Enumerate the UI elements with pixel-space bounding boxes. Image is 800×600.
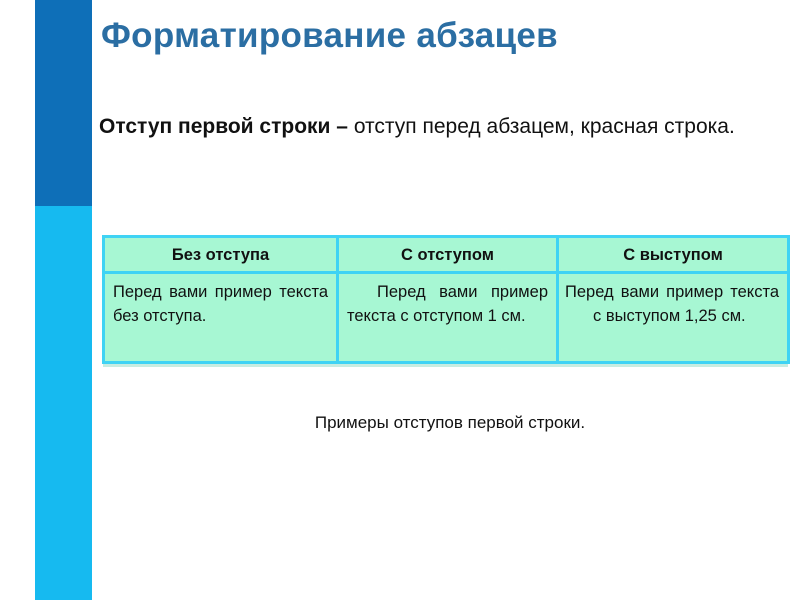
definition-term: Отступ первой строки – xyxy=(99,115,348,138)
header-indent: С отступом xyxy=(338,237,558,273)
definition-text: отступ перед абзацем, красная строка. xyxy=(347,115,735,138)
cell-indent-example: Перед вами пример текста с отступом 1 см. xyxy=(338,273,558,363)
header-hanging: С выступом xyxy=(558,237,789,273)
side-accent-bar-top xyxy=(35,0,92,206)
cell-hanging-example: Перед вами пример текста с выступом 1,25 см. xyxy=(558,273,789,363)
table-header-row xyxy=(104,237,789,273)
slide-title: Форматирование абзацев xyxy=(101,16,558,55)
table-shadow xyxy=(103,364,788,367)
cell-no-indent-example: Перед вами пример текста без отступа. xyxy=(104,273,338,363)
table-row xyxy=(104,273,789,363)
header-no-indent: Без отступа xyxy=(104,237,338,273)
table-caption: Примеры отступов первой строки. xyxy=(314,413,586,432)
definition-paragraph xyxy=(99,111,779,142)
indent-examples-table xyxy=(102,235,790,364)
